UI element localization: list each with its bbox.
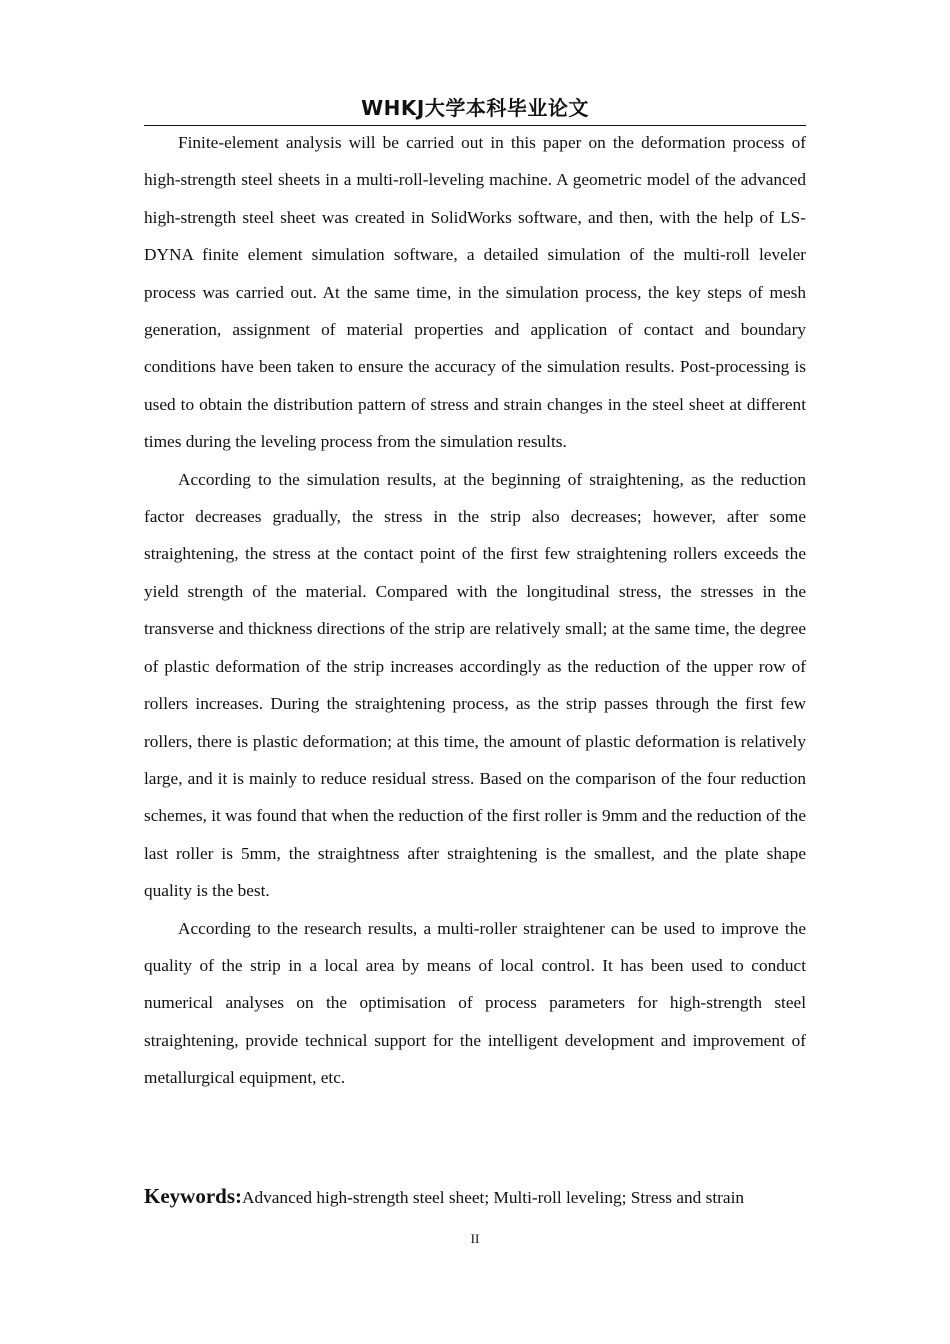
keywords-text: Advanced high-strength steel sheet; Multi-roll leveling; Stress and strain	[242, 1188, 745, 1207]
abstract-body	[144, 124, 806, 1097]
keywords-label: Keywords:	[144, 1184, 242, 1208]
keywords-line	[144, 1178, 824, 1216]
abstract-paragraph-2: According to the simulation results, at the beginning of straightening, as the reduction factor decreases gradually, the stress in the strip also decreases; however, after some straightening, the stress at the contact point of the first few straightening rollers exceeds the yield strength of the material. Compared with the longitudinal stress, the stresses in the transverse and thickness directions of the strip are relatively small; at the same time, the degree of plastic deformation of the strip increases accordingly as the reduction of the upper row of rollers increases. During the straightening process, as the strip passes through the first few rollers, there is plastic deformation; at this time, the amount of plastic deformation is relatively large, and it is mainly to reduce residual stress. Based on the comparison of the four reduction schemes, it was found that when the reduction of the first roller is 9mm and the reduction of the last roller is 5mm, the straightness after straightening is the smallest, and the plate shape quality is the best.	[144, 469, 806, 901]
abstract-paragraph-1: Finite-element analysis will be carried out in this paper on the deformation process of high-strength steel sheets in a multi-roll-leveling machine. A geometric model of the advanced high-strength steel sheet was created in SolidWorks software, and then, with the help of LS-DYNA finite element simulation software, a detailed simulation of the multi-roll leveler process was carried out. At the same time, in the simulation process, the key steps of mesh generation, assignment of material properties and application of contact and boundary conditions have been taken to ensure the accuracy of the simulation results. Post-processing is used to obtain the distribution pattern of stress and strain changes in the steel sheet at different times during the leveling process from the simulation results.	[144, 133, 806, 452]
page-number: II	[470, 1231, 480, 1246]
abstract-paragraph-3: According to the research results, a multi-roller straightener can be used to improve the quality of the strip in a local area by means of local control. It has been used to conduct numerical analyses on the optimisation of process parameters for high-strength steel straightening, provide technical support for the intelligent development and improvement of metallurgical equipment, etc.	[144, 918, 806, 1088]
page-header-title: WHKJ大学本科毕业论文	[361, 96, 589, 120]
